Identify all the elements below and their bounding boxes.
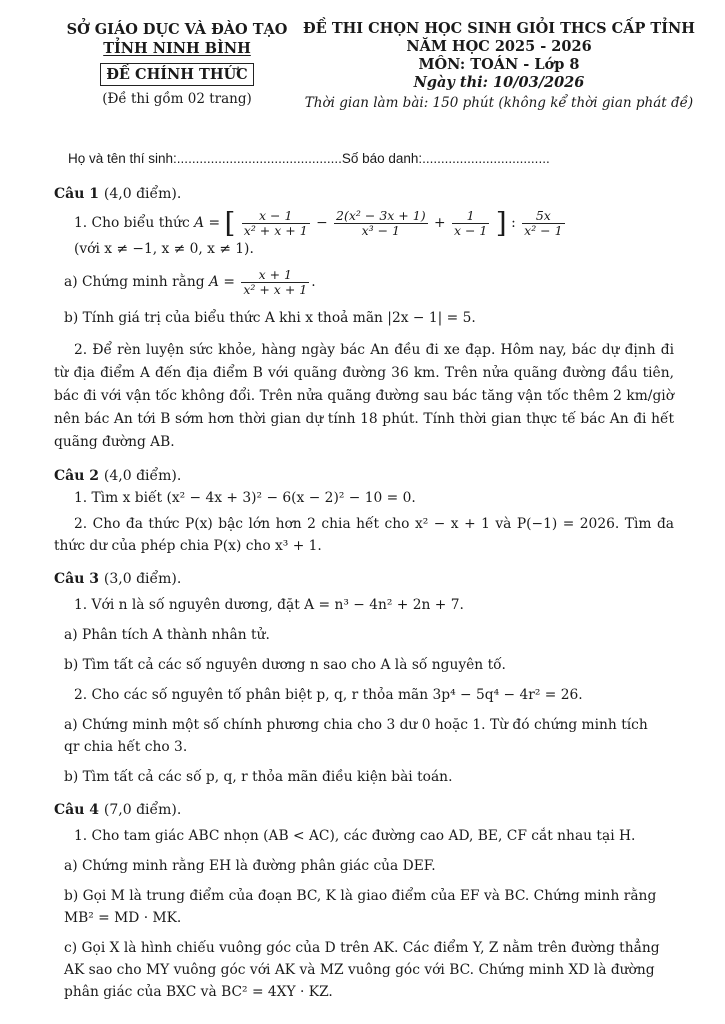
question-2-heading: [54, 465, 674, 487]
fraction-4: [522, 209, 564, 238]
fraction-a-num: x + 1: [241, 268, 309, 283]
exam-body: [54, 180, 674, 1003]
question-4-heading: [54, 799, 674, 821]
fraction-2-num: 2(x² − 3x + 1): [336, 208, 426, 223]
q1-condition: (với x ≠ −1, x ≠ 0, x ≠ 1).: [74, 241, 254, 257]
q2-part1: 1. Tìm x biết (x² − 4x + 3)² − 6(x − 2)² − 10 = 0.: [74, 490, 416, 506]
official-stamp: ĐỀ CHÍNH THỨC: [100, 63, 253, 86]
question-title: Câu 3: [54, 571, 100, 587]
q4-part-c: c) Gọi X là hình chiếu vuông góc của D trên AK. Các điểm Y, Z nằm trên đường thẳng AK sao cho MY vuông góc với AK và MZ vuông góc với BC. Chứng minh XD là đường phân giác của BXC và BC² = 4XY · KZ.: [64, 940, 660, 1000]
header-right: [288, 20, 710, 112]
candidate-info: [68, 151, 668, 166]
fraction-1-num: x − 1: [242, 209, 310, 224]
q4-part1: 1. Cho tam giác ABC nhọn (AB < AC), các đường cao AD, BE, CF cắt nhau tại H.: [74, 828, 636, 844]
q1-part1: [54, 206, 674, 240]
question-points: (3,0 điểm).: [103, 571, 182, 587]
q2-part2: 2. Cho đa thức P(x) bậc lớn hơn 2 chia hết cho x² − x + 1 và P(−1) = 2026. Tìm đa thức dư của phép chia P(x) cho x³ + 1.: [54, 516, 674, 554]
expr-a-eq: A =: [194, 215, 221, 231]
q3-part2: 2. Cho các số nguyên tố phân biệt p, q, r thỏa mãn 3p⁴ − 5q⁴ − 4r² = 26.: [74, 687, 583, 703]
q1-a-end: .: [311, 274, 316, 290]
q1-part-b: b) Tính giá trị của biểu thức A khi x thoả mãn |2x − 1| = 5.: [64, 310, 476, 326]
header-left: [62, 20, 292, 109]
q3-part1: 1. Với n là số nguyên dương, đặt A = n³ − 4n² + 2n + 7.: [74, 597, 464, 613]
fraction-3-num: 1: [452, 209, 489, 224]
department-name: SỞ GIÁO DỤC VÀ ĐÀO TẠO: [66, 21, 288, 38]
q1-part-a: [54, 268, 674, 297]
op-plus: +: [433, 215, 446, 231]
page-count: (Đề thi gồm 02 trang): [102, 91, 252, 107]
q4-part-a: a) Chứng minh rằng EH là đường phân giác của DEF.: [64, 858, 436, 874]
question-title: Câu 1: [54, 186, 100, 202]
province-name: TỈNH NINH BÌNH: [103, 40, 251, 57]
fraction-1-den: x² + x + 1: [243, 223, 308, 238]
question-title: Câu 2: [54, 468, 100, 484]
q3-part2-b: b) Tìm tất cả các số p, q, r thỏa mãn điều kiện bài toán.: [64, 769, 453, 785]
q1-a-eq: A =: [209, 274, 235, 290]
q4-part-b: b) Gọi M là trung điểm của đoạn BC, K là giao điểm của EF và BC. Chứng minh rằng MB² = MD · MK.: [64, 888, 657, 926]
q3-part1-b: b) Tìm tất cả các số nguyên dương n sao cho A là số nguyên tố.: [64, 657, 506, 673]
fraction-1: [242, 209, 310, 238]
exam-date: Ngày thi: 10/03/2026: [413, 74, 585, 91]
fraction-3-den: x − 1: [453, 223, 488, 238]
question-3-heading: [54, 568, 674, 590]
bracket-close: ]: [495, 206, 507, 240]
candidate-id-field[interactable]: Số báo danh:..................................: [341, 151, 550, 166]
fraction-2-den: x³ − 1: [361, 223, 401, 238]
exam-duration: Thời gian làm bài: 150 phút (không kể thời gian phát đề): [304, 95, 694, 111]
school-year: NĂM HỌC 2025 - 2026: [406, 38, 592, 55]
question-points: (7,0 điểm).: [103, 802, 182, 818]
question-title: Câu 4: [54, 802, 100, 818]
fraction-a: [241, 268, 309, 297]
op-minus: −: [316, 215, 328, 231]
fraction-2: [334, 209, 428, 238]
question-points: (4,0 điểm).: [103, 468, 182, 484]
q1-part2: 2. Để rèn luyện sức khỏe, hàng ngày bác An đều đi xe đạp. Hôm nay, bác dự định đi từ địa điểm A đến địa điểm B với quãng đường 36 km. Trên nửa quãng đường đầu tiên, bác đi với vận tốc không đổi. Trên nửa quãng đường sau bác tăng vận tốc thêm 2 km/giờ nên bác An tới B sớm hơn thời gian dự tính 18 phút. Tính thời gian thực tế bác An đi hết quãng đường AB.: [54, 342, 674, 450]
question-points: (4,0 điểm).: [103, 186, 182, 202]
exam-title: ĐỀ THI CHỌN HỌC SINH GIỎI THCS CẤP TỈNH: [303, 20, 695, 37]
fraction-a-den: x² + x + 1: [243, 282, 308, 297]
q1-p1-prefix: 1. Cho biểu thức: [74, 215, 190, 231]
question-1-heading: [54, 183, 674, 205]
q3-part1-a: a) Phân tích A thành nhân tử.: [64, 627, 270, 643]
subject-line: MÔN: TOÁN - Lớp 8: [418, 56, 580, 73]
fraction-4-num: 5x: [522, 209, 564, 224]
q1-a-text: a) Chứng minh rằng: [64, 274, 205, 290]
fraction-3: [452, 209, 489, 238]
bracket-open: [: [224, 206, 236, 240]
candidate-name-field[interactable]: Họ và tên thí sinh:............................................: [68, 151, 342, 166]
fraction-4-den: x² − 1: [524, 223, 563, 238]
op-colon: :: [511, 215, 516, 231]
q3-part2-a: a) Chứng minh một số chính phương chia cho 3 dư 0 hoặc 1. Từ đó chứng minh tích qr chia hết cho 3.: [64, 717, 648, 755]
